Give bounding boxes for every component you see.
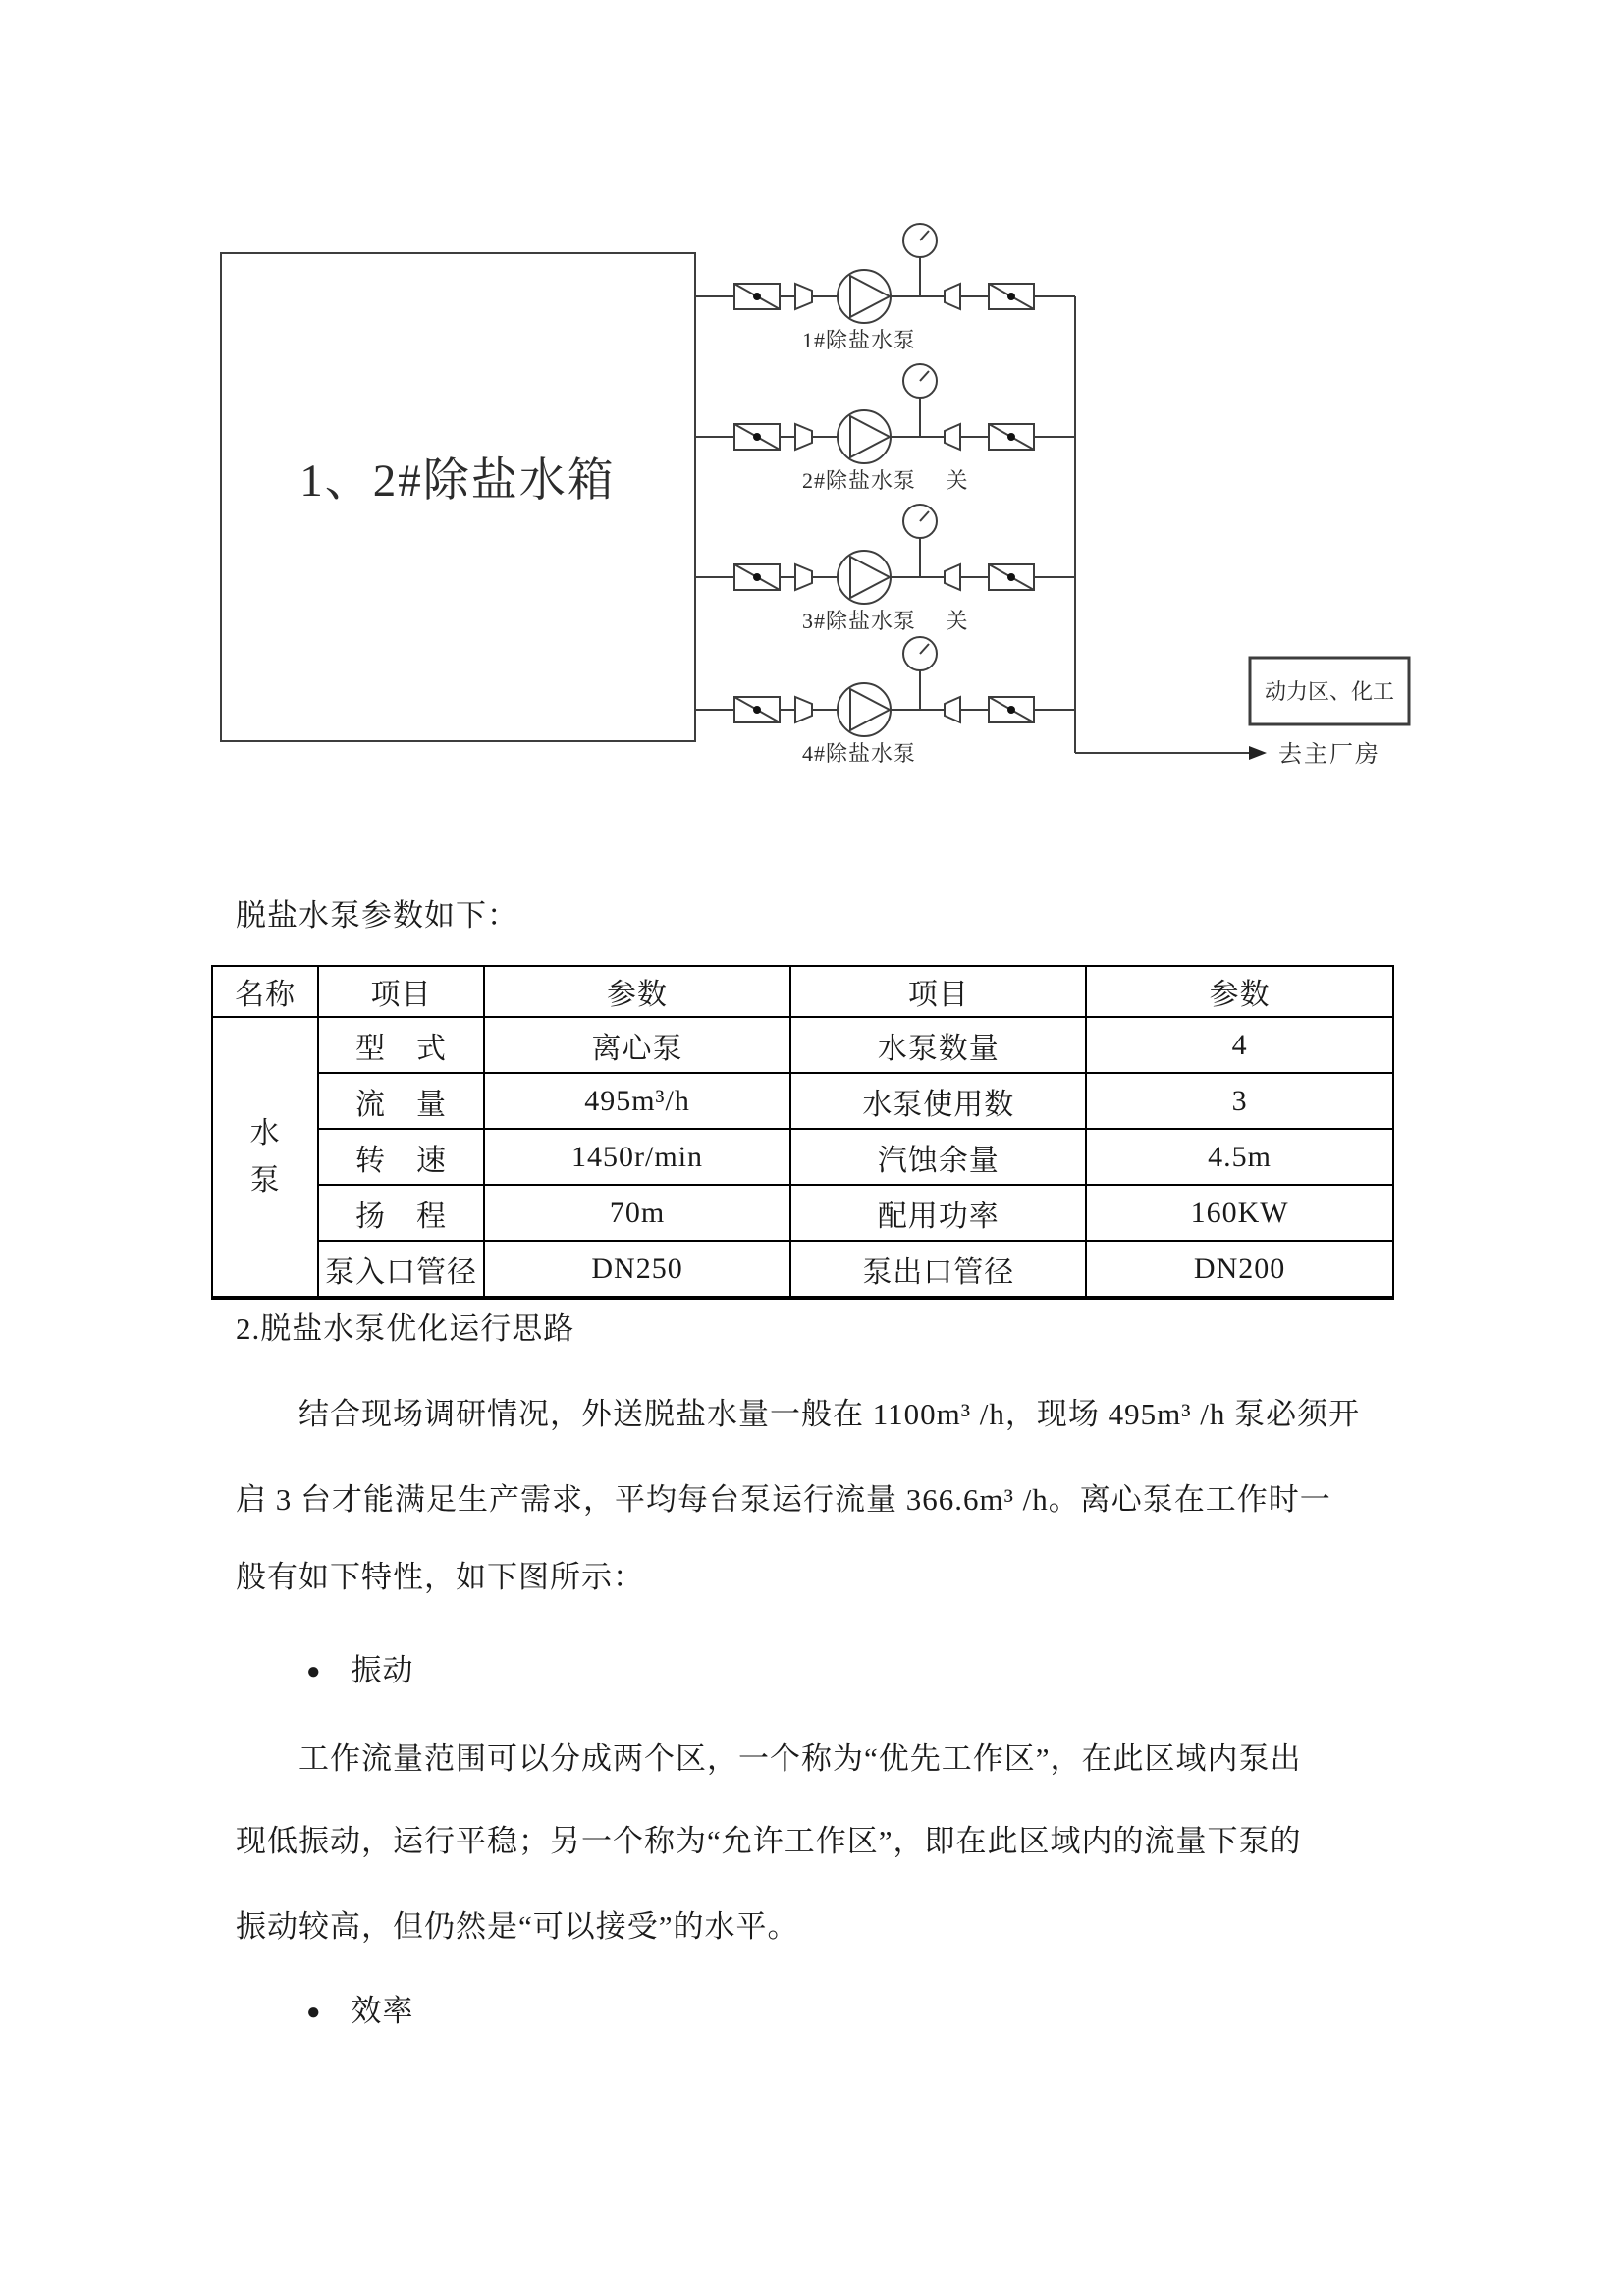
group-label: 水泵 xyxy=(249,1116,281,1197)
bullet-item xyxy=(306,1650,414,1694)
reducer-icon xyxy=(945,424,960,450)
cell: 流 量 xyxy=(318,1073,483,1129)
valve-icon xyxy=(989,284,1034,309)
valve-icon xyxy=(989,424,1034,450)
header-cell: 参数 xyxy=(484,966,791,1017)
table-caption: 脱盐水泵参数如下： xyxy=(236,898,518,933)
paragraph-line: 般有如下特性，如下图所示： xyxy=(236,1560,644,1594)
table-row xyxy=(212,1185,1393,1241)
pressure-gauge-icon xyxy=(903,364,937,437)
valve-icon xyxy=(734,564,780,590)
pump-status: 关 xyxy=(946,468,969,493)
pump-line xyxy=(695,224,1075,352)
cell: 配用功率 xyxy=(790,1185,1086,1241)
valve-icon xyxy=(989,564,1034,590)
valve-icon xyxy=(734,424,780,450)
cell: 扬 程 xyxy=(318,1185,483,1241)
reducer-icon xyxy=(945,697,960,722)
pressure-gauge-icon xyxy=(903,637,937,710)
pump-line xyxy=(695,364,1075,493)
reducer-icon xyxy=(945,564,960,590)
cell: 4 xyxy=(1086,1017,1393,1073)
pump-label: 4#除盐水泵 xyxy=(801,741,917,766)
header-cell: 项目 xyxy=(318,966,483,1017)
pressure-gauge-icon xyxy=(903,505,937,577)
cell: 水泵使用数 xyxy=(790,1073,1086,1129)
reducer-icon xyxy=(795,424,812,450)
table-row xyxy=(212,1129,1393,1185)
valve-icon xyxy=(989,697,1034,722)
reducer-icon xyxy=(945,284,960,309)
flow-arrow-icon xyxy=(1249,746,1267,760)
demin-water-tank xyxy=(221,253,695,741)
valve-icon xyxy=(734,697,780,722)
paragraph-line: 启 3 台才能满足生产需求，平均每台泵运行流量 366.6m³ /h。离心泵在工作时一 xyxy=(236,1482,1331,1517)
bullet-icon: ● xyxy=(306,1659,322,1684)
cell: 70m xyxy=(484,1185,791,1241)
section-heading: 2.脱盐水泵优化运行思路 xyxy=(236,1311,575,1346)
cell: 4.5m xyxy=(1086,1129,1393,1185)
cell: 泵入口管径 xyxy=(318,1241,483,1298)
pump-icon xyxy=(838,551,891,604)
cell: 水泵数量 xyxy=(790,1017,1086,1073)
table-row xyxy=(212,1017,1393,1073)
bullet-label: 振动 xyxy=(351,1653,414,1687)
pump-line xyxy=(695,637,1075,766)
pump-line xyxy=(695,505,1075,633)
bullet-item xyxy=(306,1991,414,2035)
pump-status: 关 xyxy=(946,609,969,633)
cell: DN200 xyxy=(1086,1241,1393,1298)
pump-icon xyxy=(838,683,891,736)
cell: 160KW xyxy=(1086,1185,1393,1241)
paragraph-line: 现低振动，运行平稳；另一个称为“允许工作区”，即在此区域内的流量下泵的 xyxy=(236,1824,1302,1858)
table-header-row xyxy=(212,966,1393,1017)
pump-parameter-table xyxy=(211,965,1394,1300)
tank-label: 1、2#除盐水箱 xyxy=(299,455,616,507)
pump-label: 3#除盐水泵 xyxy=(801,609,917,633)
pump-label: 2#除盐水泵 xyxy=(801,468,917,493)
bullet-icon: ● xyxy=(306,2000,322,2025)
reducer-icon xyxy=(795,284,812,309)
cell: 泵出口管径 xyxy=(790,1241,1086,1298)
header-cell: 名称 xyxy=(212,966,318,1017)
pressure-gauge-icon xyxy=(903,224,937,296)
destination-label: 动力区、化工 xyxy=(1264,679,1395,704)
table-row xyxy=(212,1241,1393,1298)
destination-box xyxy=(1250,658,1409,724)
paragraph-line: 工作流量范围可以分成两个区，一个称为“优先工作区”，在此区域内泵出 xyxy=(298,1741,1302,1776)
cell: 汽蚀余量 xyxy=(790,1129,1086,1185)
header-cell: 参数 xyxy=(1086,966,1393,1017)
pump-icon xyxy=(838,410,891,463)
reducer-icon xyxy=(795,697,812,722)
outlet-label: 去主厂房 xyxy=(1278,742,1380,768)
cell: 转 速 xyxy=(318,1129,483,1185)
paragraph-line: 结合现场调研情况，外送脱盐水量一般在 1100m³ /h，现场 495m³ /h 泵必须开 xyxy=(298,1397,1361,1431)
cell: 离心泵 xyxy=(484,1017,791,1073)
bullet-label: 效率 xyxy=(351,1994,414,2028)
valve-icon xyxy=(734,284,780,309)
piping-diagram xyxy=(0,0,1624,844)
cell: 495m³/h xyxy=(484,1073,791,1129)
group-cell xyxy=(212,1017,318,1298)
cell: DN250 xyxy=(484,1241,791,1298)
cell: 1450r/min xyxy=(484,1129,791,1185)
cell: 型 式 xyxy=(318,1017,483,1073)
pump-label: 1#除盐水泵 xyxy=(801,328,917,352)
cell: 3 xyxy=(1086,1073,1393,1129)
paragraph-line: 振动较高，但仍然是“可以接受”的水平。 xyxy=(236,1909,799,1944)
table-row xyxy=(212,1073,1393,1129)
reducer-icon xyxy=(795,564,812,590)
header-cell: 项目 xyxy=(790,966,1086,1017)
pump-icon xyxy=(838,270,891,323)
